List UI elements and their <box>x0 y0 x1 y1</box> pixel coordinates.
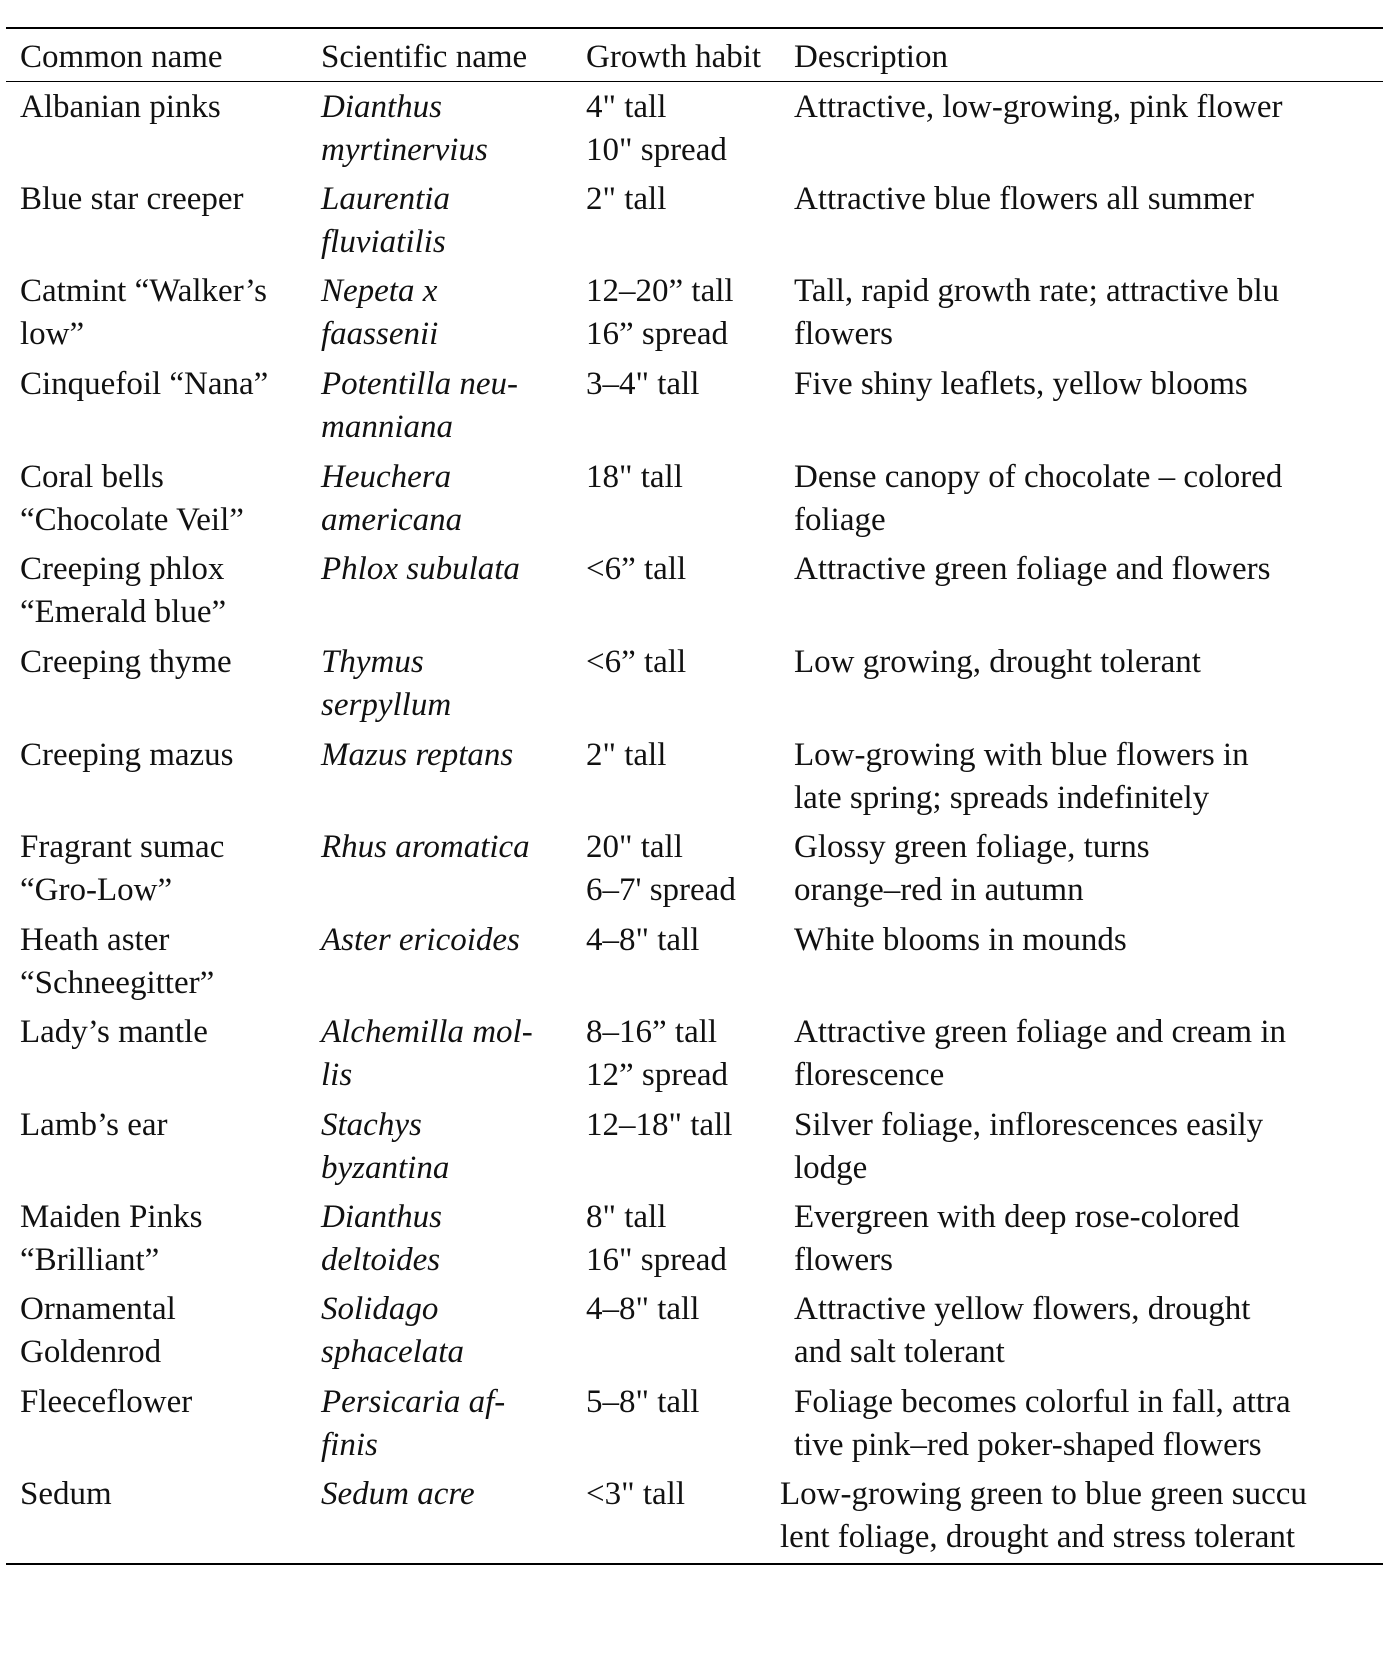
table-row <box>6 822 1383 915</box>
cell-scientific-name: Dianthus deltoides <box>321 1199 443 1278</box>
cell-common-name: Fleeceflower <box>20 1384 193 1420</box>
table-body <box>6 82 1383 1557</box>
ground-cover-table <box>6 27 1383 1565</box>
cell-description: Attractive yellow flowers, drought and salt tolerant <box>794 1291 1251 1370</box>
table-row <box>6 359 1383 452</box>
cell-scientific-name: Rhus aromatica <box>321 829 530 865</box>
table-row <box>6 1100 1383 1192</box>
cell-description: Attractive, low-growing, pink flower <box>794 89 1283 125</box>
table-row <box>6 1377 1383 1469</box>
cell-common-name: Creeping thyme <box>20 644 232 680</box>
cell-description: Foliage becomes colorful in fall, attra tive pink–red poker-shaped flowers <box>794 1384 1291 1463</box>
table-row <box>6 452 1383 544</box>
cell-common-name: Blue star creeper <box>20 181 244 217</box>
header-common-name: Common name <box>20 39 223 75</box>
cell-growth-habit: <6” tall <box>586 551 687 587</box>
cell-growth-habit: 8–16” tall 12” spread <box>586 1014 729 1093</box>
table-row <box>6 1007 1383 1100</box>
cell-description: Silver foliage, inflorescences easily lodge <box>794 1107 1264 1186</box>
cell-scientific-name: Heuchera americana <box>321 459 463 538</box>
cell-growth-habit: 12–18" tall <box>586 1107 733 1143</box>
table-row <box>6 730 1383 822</box>
cell-description: White blooms in mounds <box>794 922 1127 958</box>
cell-common-name: Heath aster “Schneegitter” <box>20 922 215 1001</box>
cell-common-name: Ornamental Goldenrod <box>20 1291 176 1370</box>
cell-growth-habit: 18" tall <box>586 459 683 495</box>
cell-scientific-name: Nepeta x faassenii <box>321 273 439 352</box>
cell-scientific-name: Phlox subulata <box>321 551 520 587</box>
table-row <box>6 544 1383 637</box>
cell-scientific-name: Thymus serpyllum <box>321 644 452 723</box>
cell-common-name: Coral bells “Chocolate Veil” <box>20 459 244 538</box>
cell-common-name: Lady’s mantle <box>20 1014 208 1050</box>
table-bottom-rule <box>6 1563 1383 1565</box>
cell-common-name: Creeping phlox “Emerald blue” <box>20 551 227 630</box>
cell-common-name: Fragrant sumac “Gro-Low” <box>20 829 225 908</box>
cell-growth-habit: 5–8" tall <box>586 1384 700 1420</box>
table-row <box>6 1284 1383 1377</box>
cell-growth-habit: 4–8" tall <box>586 1291 700 1327</box>
cell-scientific-name: Dianthus myrtinervius <box>321 89 488 168</box>
table-row <box>6 637 1383 730</box>
table-row <box>6 266 1383 359</box>
table-row <box>6 1192 1383 1284</box>
cell-common-name: Catmint “Walker’s low” <box>20 273 267 352</box>
cell-scientific-name: Potentilla neu- manniana <box>321 366 519 445</box>
cell-common-name: Maiden Pinks “Brilliant” <box>20 1199 203 1278</box>
cell-description: Glossy green foliage, turns orange–red in autumn <box>794 829 1150 908</box>
cell-growth-habit: <3" tall <box>586 1476 685 1512</box>
cell-description: Evergreen with deep rose-colored flowers <box>794 1199 1240 1278</box>
header-growth-habit: Growth habit <box>586 39 762 75</box>
table-row <box>6 915 1383 1007</box>
cell-growth-habit: 20" tall 6–7' spread <box>586 829 736 908</box>
cell-common-name: Albanian pinks <box>20 89 221 125</box>
cell-common-name: Lamb’s ear <box>20 1107 168 1143</box>
table-row <box>6 1469 1383 1557</box>
header-description: Description <box>794 39 948 75</box>
cell-scientific-name: Aster ericoides <box>321 922 520 958</box>
cell-scientific-name: Sedum acre <box>321 1476 475 1512</box>
cell-growth-habit: 3–4" tall <box>586 366 700 402</box>
header-scientific-name: Scientific name <box>321 39 528 75</box>
cell-description: Five shiny leaflets, yellow blooms <box>794 366 1248 402</box>
cell-description: Dense canopy of chocolate – colored foliage <box>794 459 1283 538</box>
cell-growth-habit: 8" tall 16" spread <box>586 1199 727 1278</box>
cell-description: Attractive green foliage and flowers <box>794 551 1271 587</box>
cell-description: Attractive green foliage and cream in florescence <box>794 1014 1287 1093</box>
cell-description: Attractive blue flowers all summer <box>794 181 1255 217</box>
cell-scientific-name: Solidago sphacelata <box>321 1291 464 1370</box>
table-row <box>6 82 1383 174</box>
cell-growth-habit: 2" tall <box>586 181 667 217</box>
table-header-row <box>6 29 1383 81</box>
cell-scientific-name: Persicaria af- finis <box>321 1384 506 1463</box>
cell-description: Low growing, drought tolerant <box>794 644 1201 680</box>
cell-scientific-name: Stachys byzantina <box>321 1107 450 1186</box>
cell-description: Tall, rapid growth rate; attractive blu flowers <box>794 273 1280 352</box>
cell-growth-habit: 4" tall 10" spread <box>586 89 727 168</box>
cell-description: Low-growing green to blue green succu lent foliage, drought and stress tolerant <box>780 1476 1307 1555</box>
cell-scientific-name: Mazus reptans <box>321 737 514 773</box>
cell-growth-habit: 2" tall <box>586 737 667 773</box>
cell-common-name: Sedum <box>20 1476 112 1512</box>
cell-common-name: Creeping mazus <box>20 737 234 773</box>
cell-growth-habit: 4–8" tall <box>586 922 700 958</box>
cell-description: Low-growing with blue flowers in late spring; spreads indefinitely <box>794 737 1249 816</box>
cell-common-name: Cinquefoil “Nana” <box>20 366 269 402</box>
table-row <box>6 174 1383 266</box>
cell-scientific-name: Laurentia fluviatilis <box>321 181 450 260</box>
cell-scientific-name: Alchemilla mol- lis <box>321 1014 533 1093</box>
cell-growth-habit: <6” tall <box>586 644 687 680</box>
cell-growth-habit: 12–20” tall 16” spread <box>586 273 734 352</box>
